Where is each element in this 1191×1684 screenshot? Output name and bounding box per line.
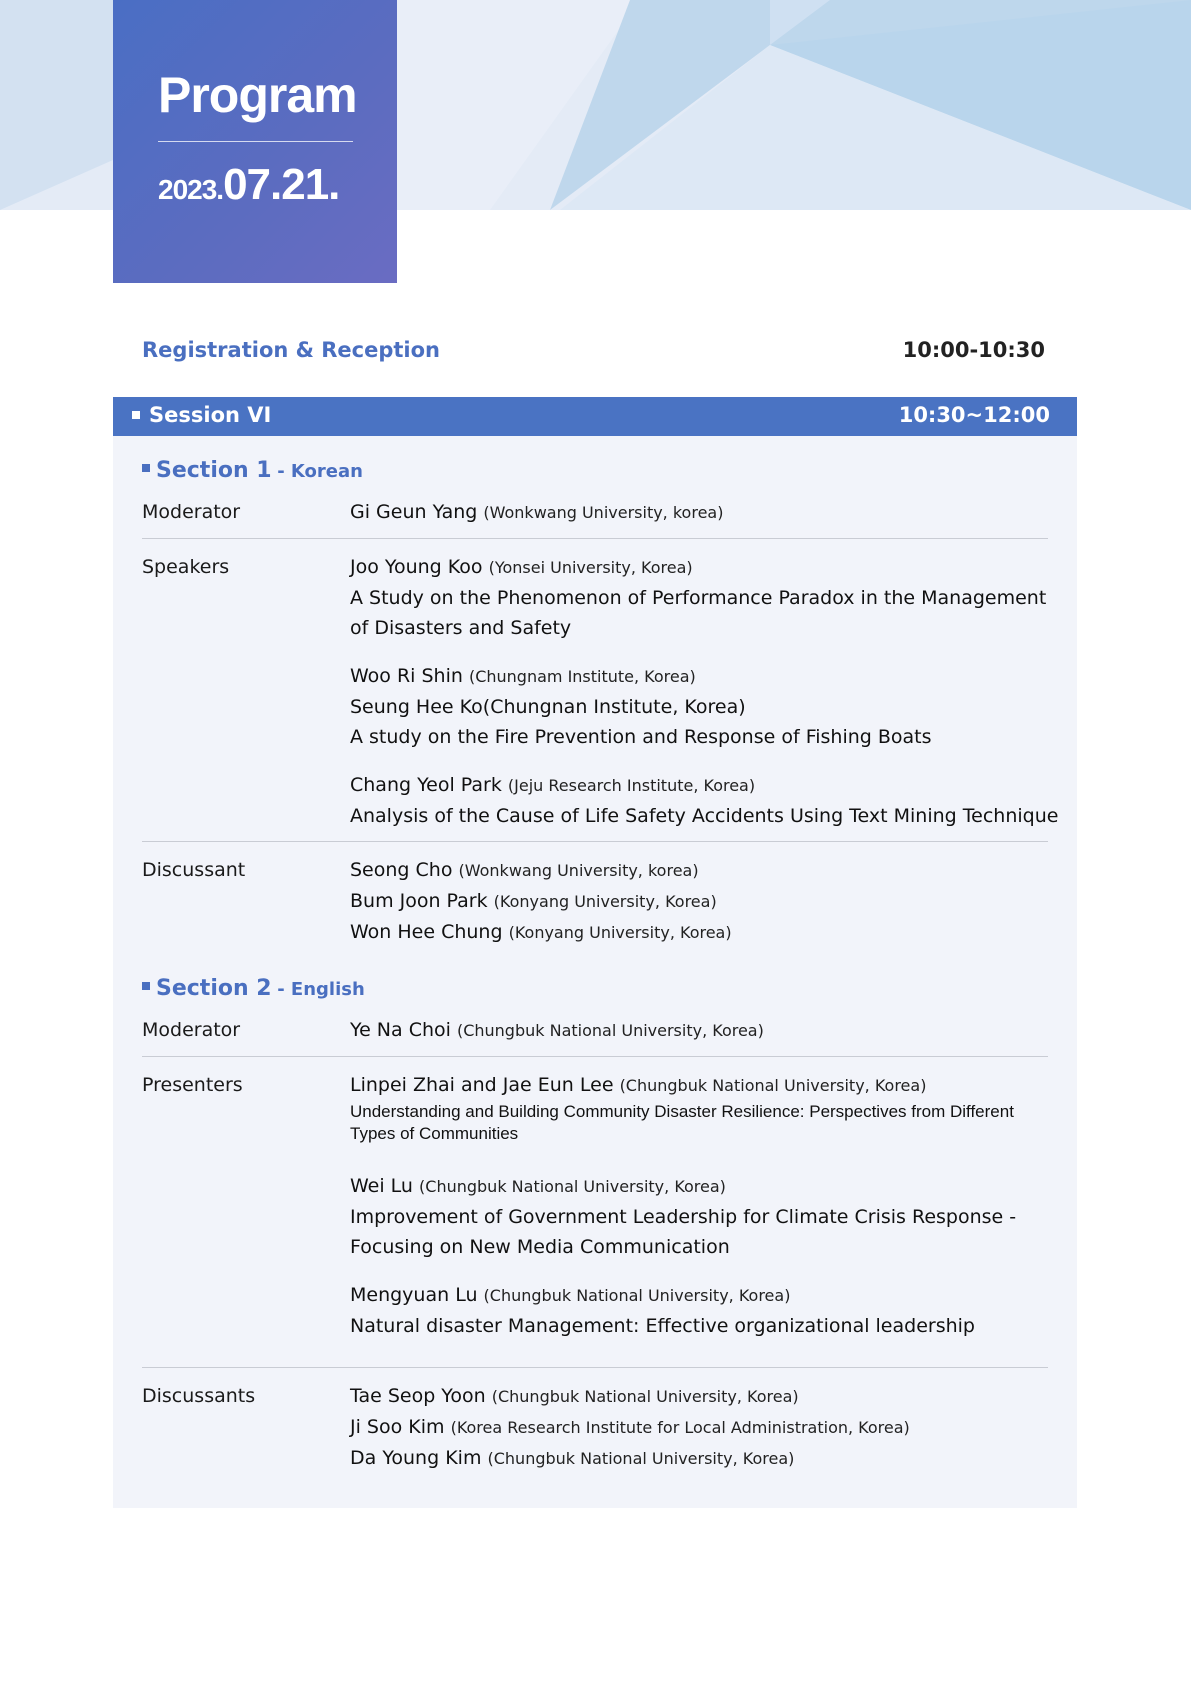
presenters-list <box>350 1070 1050 1341</box>
section-2-heading <box>142 976 365 1001</box>
presenter-entry <box>350 1171 1050 1262</box>
discussant-label: Discussant <box>142 859 246 881</box>
speakers-list <box>350 552 1059 831</box>
speaker-entry <box>350 552 1050 643</box>
discussant-entry <box>350 1443 1050 1474</box>
discussants-label: Discussants <box>142 1385 256 1407</box>
page-title: Program <box>158 67 357 123</box>
person-name: Linpei Zhai and Jae Eun Lee <box>350 1074 614 1096</box>
discussant-entry <box>350 1381 1050 1412</box>
session-time: 10:30~12:00 <box>898 403 1050 427</box>
moderator-entry <box>350 1015 1050 1046</box>
person-name: Chang Yeol Park <box>350 774 502 796</box>
program-title-box <box>113 0 397 283</box>
person-affiliation: (Wonkwang University, korea) <box>458 861 699 880</box>
date-month-day: 07.21. <box>223 160 340 209</box>
paper-title: A study on the Fire Prevention and Response of Fishing Boats <box>350 726 932 748</box>
person-name: Ji Soo Kim <box>350 1416 445 1438</box>
speakers-label: Speakers <box>142 556 230 578</box>
speaker-entry <box>350 661 1050 752</box>
person-affiliation: (Wonkwang University, korea) <box>483 503 724 522</box>
person-name: Won Hee Chung <box>350 921 503 943</box>
section-title: Section 1 <box>156 458 272 483</box>
discussant-entry <box>350 886 1050 917</box>
title-divider <box>158 141 353 142</box>
discussant-entry <box>350 855 1050 886</box>
discussant-list <box>350 855 1050 948</box>
person-affiliation: (Korea Research Institute for Local Administration, Korea) <box>450 1418 910 1437</box>
person-affiliation: (Chungbuk National University, Korea) <box>487 1449 795 1468</box>
person-affiliation: (Konyang University, Korea) <box>508 923 732 942</box>
person-name: Gi Geun Yang <box>350 501 478 523</box>
person-name: Ye Na Choi <box>350 1019 451 1041</box>
person-affiliation: (Chungbuk National University, Korea) <box>419 1177 726 1196</box>
discussants-list <box>350 1381 1050 1474</box>
paper-title: Natural disaster Management: Effective organizational leadership <box>350 1315 975 1337</box>
date-year: 2023. <box>158 174 224 205</box>
session-name: Session VI <box>149 403 272 427</box>
square-bullet-icon <box>142 982 150 990</box>
section-1-heading <box>142 458 363 483</box>
session-content <box>113 436 1077 1508</box>
discussant-entry <box>350 1412 1050 1443</box>
discussant-entry <box>350 917 1050 948</box>
person-affiliation: (Chungnam Institute, Korea) <box>468 667 696 686</box>
person-name: Joo Young Koo <box>350 556 483 578</box>
person-affiliation: (Chungbuk National University, Korea) <box>483 1286 791 1305</box>
person-affiliation: (Yonsei University, Korea) <box>488 558 693 577</box>
person-affiliation: (Chungbuk National University, Korea) <box>491 1387 799 1406</box>
section-language: - English <box>277 979 365 1000</box>
square-bullet-icon <box>132 411 140 419</box>
section-title: Section 2 <box>156 976 272 1001</box>
person-affiliation: (Chungbuk National University, Korea) <box>619 1076 927 1095</box>
person-name: Woo Ri Shin <box>350 665 463 687</box>
square-bullet-icon <box>142 464 150 472</box>
presenters-label: Presenters <box>142 1074 243 1096</box>
program-date <box>158 160 339 210</box>
moderator-label: Moderator <box>142 1019 241 1041</box>
person-name: Seong Cho <box>350 859 453 881</box>
co-author: Seung Hee Ko(Chungnan Institute, Korea) <box>350 696 746 718</box>
paper-title: Understanding and Building Community Disaster Resilience: Perspectives from Different Types of Communities <box>350 1102 1014 1143</box>
registration-label: Registration & Reception <box>142 338 441 362</box>
divider <box>142 538 1048 539</box>
session-header <box>113 397 1077 436</box>
paper-title: Improvement of Government Leadership for Climate Crisis Response - Focusing on New Media Communication <box>350 1206 1017 1258</box>
paper-title: Analysis of the Cause of Life Safety Accidents Using Text Mining Technique <box>350 805 1059 827</box>
presenter-entry <box>350 1280 1050 1341</box>
presenter-entry <box>350 1070 1050 1145</box>
registration-time: 10:00-10:30 <box>902 338 1045 362</box>
person-name: Tae Seop Yoon <box>350 1385 486 1407</box>
divider <box>142 1367 1048 1368</box>
person-name: Bum Joon Park <box>350 890 488 912</box>
moderator-entry <box>350 497 1050 528</box>
divider <box>142 1056 1048 1057</box>
speaker-entry <box>350 770 1059 831</box>
section-language: - Korean <box>277 461 363 482</box>
person-name: Da Young Kim <box>350 1447 482 1469</box>
paper-title: A Study on the Phenomenon of Performance Paradox in the Management of Disasters and Safety <box>350 587 1047 639</box>
person-name: Mengyuan Lu <box>350 1284 478 1306</box>
person-affiliation: (Konyang University, Korea) <box>493 892 717 911</box>
divider <box>142 841 1048 842</box>
person-affiliation: (Chungbuk National University, Korea) <box>456 1021 764 1040</box>
person-name: Wei Lu <box>350 1175 413 1197</box>
moderator-label: Moderator <box>142 501 241 523</box>
person-affiliation: (Jeju Research Institute, Korea) <box>507 776 756 795</box>
